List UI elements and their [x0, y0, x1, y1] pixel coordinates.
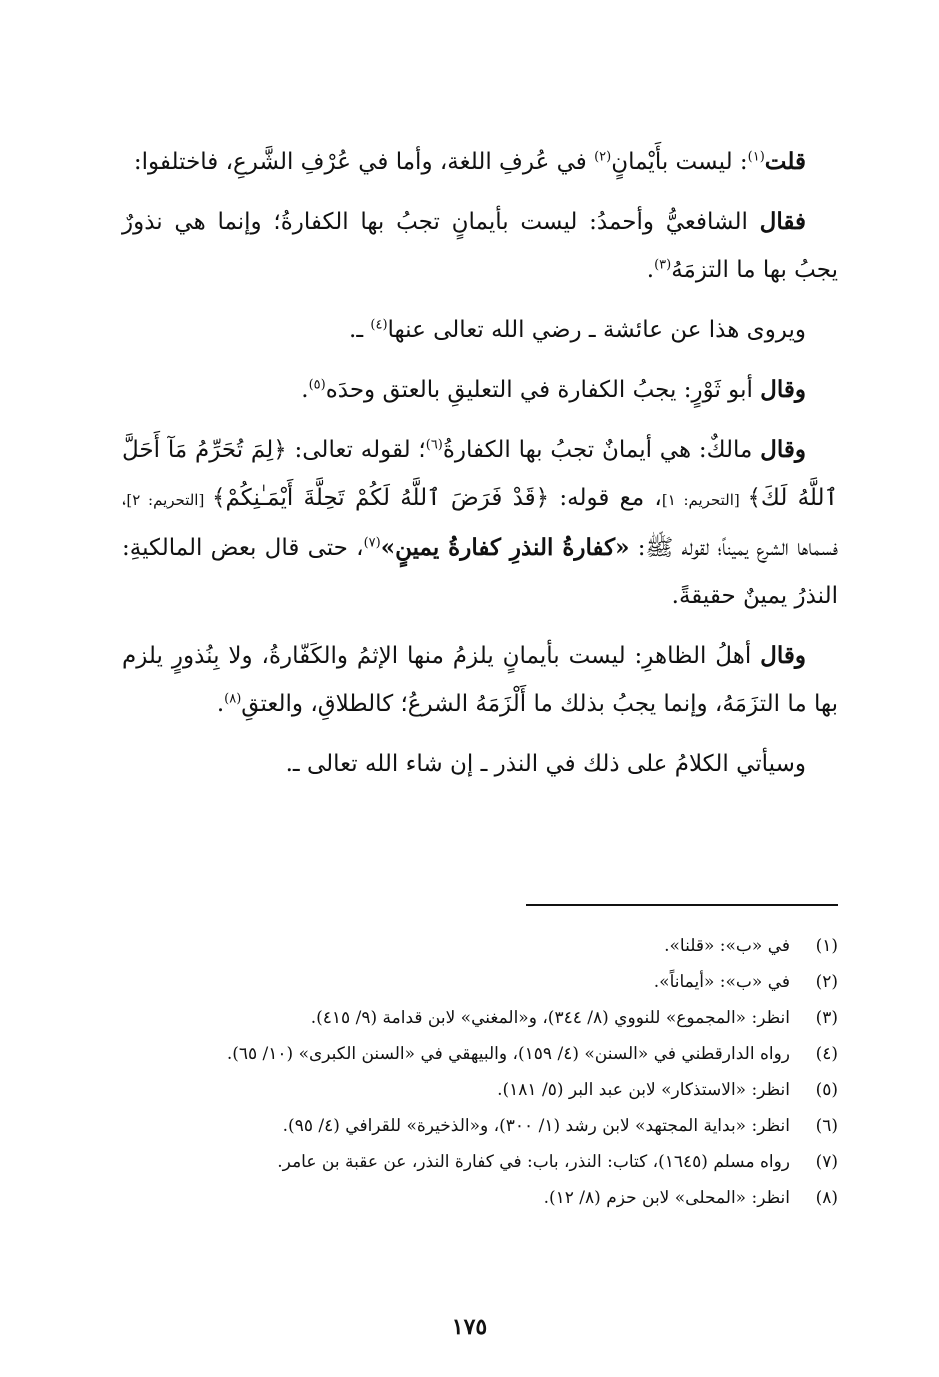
footnote-ref-4: (٤) [370, 317, 388, 333]
footnote-item [122, 1000, 838, 1036]
paragraph-2: فقال الشافعيُّ وأحمدُ: ليست بأيمانٍ تجبُ بها الكفارةُ؛ وإنما هي نذورٌ يجبُ بها ما التزمَهُ$^{(٣)}$. [122, 208, 838, 283]
verse-reference-2: [التحريم: ٢] [126, 491, 213, 509]
paragraph-6: وقال أهلُ الظاهرِ: ليست بأيمانٍ يلزمُ منها الإثمُ والكَفّارةُ، ولا بِنُذورٍ يلزم بها ما التزَمَهُ، وإنما يجبُ بذلك ما أَلْزَمَهُ الشرعُ؛ كالطلاقِ، والعتقِ$^{(٨)}$. [122, 642, 838, 717]
paragraph-5: وقال مالكٌ: هي أيمانٌ تجبُ بها الكفارةُ$^{(٦)}$؛ لقوله تعالى: ﴿لِمَ تُحَرِّمُ مَآ أَحَلَّ ٱللَّهُ لَكَ﴾ [التحريم: ١]، مع قوله: ﴿قَدْ فَرَضَ ٱللَّهُ لَكُمْ تَحِلَّةَ أَيْمَـٰنِكُمْ﴾ [التحريم: ٢]، فسماها الشرع يميناً؛ لقوله ﷺ: «كفارةُ النذرِ كفارةُ يمينٍ»$^{(٧)}$، حتى قال بعض المالكيةِ: النذرُ يمينٌ حقيقةً. [122, 436, 839, 609]
footnote-ref-1: (١) [747, 149, 765, 165]
paragraph-7: وسيأتي الكلامُ على ذلك في النذر ـ إن شاء الله تعالى ـ. [285, 751, 806, 777]
footnote-number: (٥) [815, 1080, 838, 1100]
footnote-ref-5: (٥) [308, 377, 326, 393]
footnote-item [122, 1144, 838, 1180]
footnote-text: رواه مسلم (١٦٤٥)، كتاب: النذر، باب: في كفارة النذر، عن عقبة بن عامر. [277, 1152, 790, 1172]
footnote-text: انظر: «الاستذكار» لابن عبد البر (٥/ ١٨١). [497, 1080, 790, 1100]
footnote-number: (١) [815, 936, 838, 956]
footnote-number: (٨) [815, 1188, 838, 1208]
footnote-number: (٤) [815, 1044, 838, 1064]
paragraph-3: ويروى هذا عن عائشة ـ رضي الله تعالى عنها$^{(٤)}$ ـ. [349, 317, 806, 343]
quran-verse-2: ﴿قَدْ فَرَضَ ٱللَّهُ لَكُمْ تَحِلَّةَ أَيْمَـٰنِكُمْ﴾ [212, 485, 550, 511]
footnote-number: (٧) [815, 1152, 838, 1172]
footnote-text: انظر: «المجموع» للنووي (٨/ ٣٤٤)، و«المغني» لابن قدامة (٩/ ٤١٥). [310, 1008, 790, 1028]
footnote-item [122, 1036, 838, 1072]
quran-verse-1: ﴿لِمَ تُحَرِّمُ مَآ أَحَلَّ ٱللَّهُ لَكَ﴾ [122, 437, 838, 511]
lead-word: وقال [760, 642, 806, 669]
footnote-text: في «ب»: «قلنا». [664, 936, 790, 956]
footnote-ref-3: (٣) [654, 257, 672, 273]
footnote-ref-6: (٦) [425, 437, 443, 453]
paragraph-4: وقال أبو ثَوْرٍ: يجبُ الكفارة في التعليقِ بالعتق وحدَه$^{(٥)}$. [301, 376, 806, 403]
page-number: ١٧٥ [451, 1314, 488, 1340]
footnote-item [122, 1072, 838, 1108]
footnote-number: (٦) [815, 1116, 838, 1136]
footnote-text: في «ب»: «أيماناً». [653, 972, 790, 992]
hadith-quote: «كفارةُ النذرِ كفارةُ يمينٍ» [380, 534, 630, 561]
footnote-ref-2: (٢) [594, 149, 612, 165]
footnote-ref-7: (٧) [363, 535, 381, 551]
footnote-item [122, 928, 838, 964]
lead-word: قلت [764, 148, 806, 175]
footnote-text: رواه الدارقطني في «السنن» (٤/ ١٥٩)، والبيهقي في «السنن الكبرى» (١٠/ ٦٥). [226, 1044, 790, 1064]
footnote-number: (٣) [815, 1008, 838, 1028]
footnote-number: (٢) [815, 972, 838, 992]
footnote-text: انظر: «المحلى» لابن حزم (٨/ ١٢). [543, 1188, 790, 1208]
footnote-item [122, 1108, 838, 1144]
footnote-separator [526, 904, 838, 906]
lead-word: وقال [760, 376, 806, 403]
footnote-text: انظر: «بداية المجتهد» لابن رشد (١/ ٣٠٠)، و«الذخيرة» للقرافي (٤/ ٩٥). [282, 1116, 790, 1136]
paragraph-1: قلت$^{(١)}$: ليست بأَيْمانٍ$^{(٢)}$ في عُرفِ اللغة، وأما في عُرْفِ الشَّرعِ، فاختلفوا: [133, 148, 806, 175]
verse-reference-1: [التحريم: ١] [661, 491, 748, 509]
lead-word: فقال [759, 208, 806, 235]
footnote-item [122, 1180, 838, 1216]
footnotes-list [122, 928, 838, 1216]
footnote-ref-8: (٨) [224, 691, 242, 707]
lead-word: وقال [760, 436, 806, 463]
main-text [122, 138, 838, 800]
footnote-item [122, 964, 838, 1000]
